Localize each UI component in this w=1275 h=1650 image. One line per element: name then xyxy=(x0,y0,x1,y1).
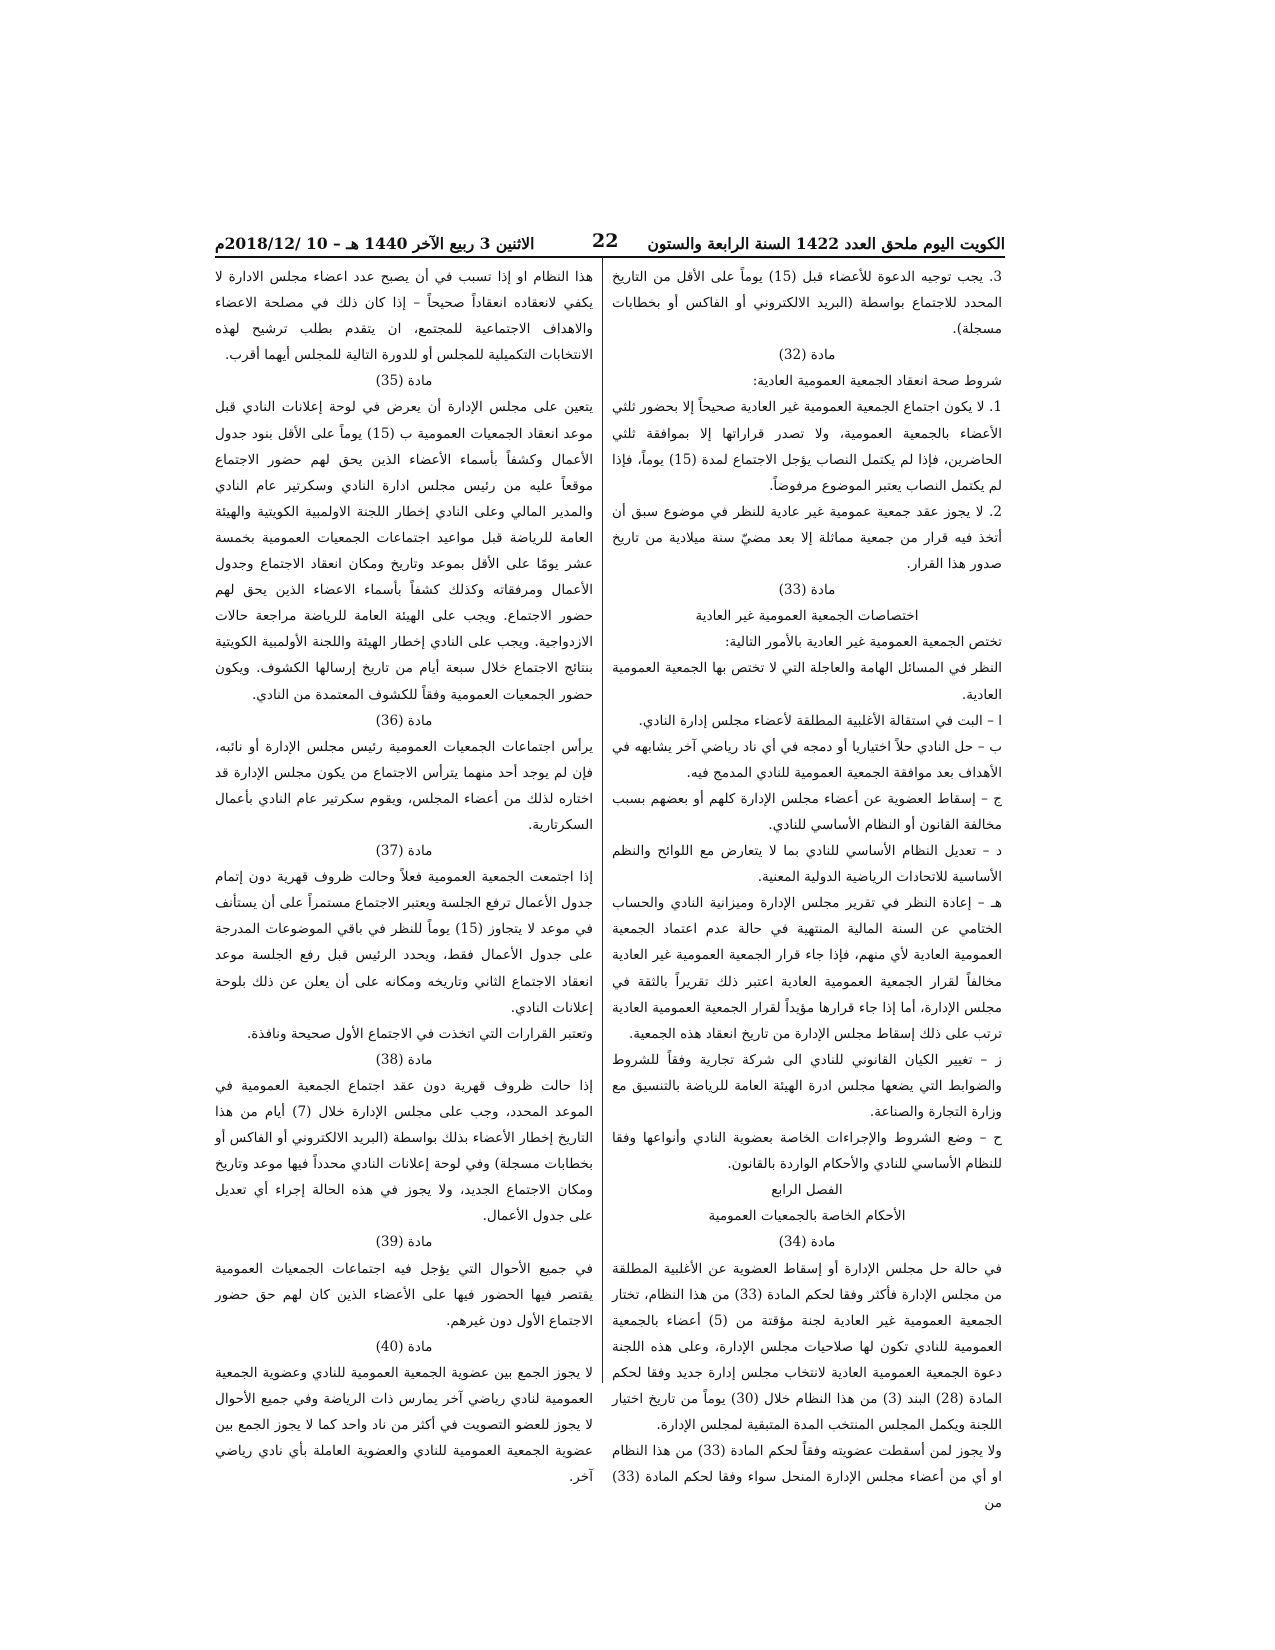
article-heading: مادة (40) xyxy=(375,1338,433,1355)
header-publication: الكويت اليوم ملحق العدد 1422 السنة الرابعة والستون xyxy=(647,234,1005,253)
article-heading: مادة (35) xyxy=(375,373,433,390)
paragraph: ا – البت في استقالة الأغلبية المطلقة لأعضاء مجلس إدارة النادي. xyxy=(638,712,1002,729)
article-heading: الأحكام الخاصة بالجمعيات العمومية xyxy=(708,1208,906,1225)
paragraph: ح – وضع الشروط والإجراءات الخاصة بعضوية النادي وأنواعها وفقا للنظام الأساسي للنادي والأحكام الواردة بالقانون. xyxy=(612,1130,1002,1173)
header-date: الاثنين 3 ربيع الآخر 1440 هـ – 10 /2018/12م xyxy=(215,234,535,253)
paragraph: إذا حالت ظروف قهرية دون عقد اجتماع الجمعية العمومية في الموعد المحدد، وجب على مجلس الإدارة خلال (7) أيام من هذا التاريخ إخطار الأعضاء بذلك بواسطة (البريد الالكتروني أو الفاكس أو بخطابات مسجلة) وفي لوحة إعلانات النادي محدداً فيها موعد وتاريخ ومكان الاجتماع الجديد، ولا يجوز في هذه الحالة إجراء أي تعديل على جدول الأعمال. xyxy=(215,1077,593,1225)
article-heading: مادة (38) xyxy=(375,1051,433,1068)
paragraph: شروط صحة انعقاد الجمعية العمومية العادية: xyxy=(752,373,1002,390)
paragraph: د – تعديل النظام الأساسي للنادي بما لا يتعارض مع اللوائح والنظم الأساسية للاتحادات الرياضية الدولية المعنية. xyxy=(612,843,1002,886)
left-column xyxy=(215,264,593,1490)
paragraph: لا يجوز الجمع بين عضوية الجمعية العمومية للنادي وعضوية الجمعية العمومية لنادي رياضي آخر يمارس ذات الرياضة وفي جميع الأحوال لا يجوز للعضو التصويت في أكثر من ناد واحد كما لا يجوز الجمع بين عضوية الجمعية العمومية للنادي والعضوية العاملة بأي نادي رياضي آخر. xyxy=(215,1364,593,1486)
header-rule xyxy=(215,256,1005,258)
paragraph: في حالة حل مجلس الإدارة أو إسقاط العضوية عن الأغلبية المطلقة من مجلس الإدارة فأكثر وفقا لحكم المادة (33) من هذا النظام، تختار الجمعية العمومية غير العادية لجنة مؤقتة من (5) أعضاء بالجمعية العمومية للنادي تكون لها صلاحيات مجلس الإدارة، وعلى هذه اللجنة دعوة الجمعية العمومية العادية لانتخاب مجلس إدارة جديد وفقا لحكم المادة (28) البند (3) من هذا النظام خلال (30) يوماً من تاريخ اختيار اللجنة ويكمل المجلس المنتخب المدة المتبقية لمجلس الإدارة. xyxy=(612,1260,1002,1434)
article-heading: مادة (39) xyxy=(375,1234,433,1251)
paragraph: في جميع الأحوال التي يؤجل فيه اجتماعات الجمعيات العمومية يقتصر فيها الحضور فيها على الأعضاء الذين كان لهم حق حضور الاجتماع الأول دون غيرهم. xyxy=(215,1260,593,1329)
paragraph: إذا اجتمعت الجمعية العمومية فعلاً وحالت ظروف قهرية دون إتمام جدول الأعمال ترفع الجلسة ويعتبر الاجتماع مستمراً على أن يستأنف في موعد لا يتجاوز (15) يوماً للنظر في باقي الموضوعات المدرجة على جدول الأعمال فقط، ويحدد الرئيس قبل رفع الجلسة موعد انعقاد الاجتماع الثاني وتاريخه ومكانه على أن يعلن عن ذلك بلوحة إعلانات النادي. xyxy=(215,869,593,1016)
page-number: 22 xyxy=(592,230,619,252)
paragraph: هذا النظام او إذا تسبب في أن يصبح عدد اعضاء مجلس الادارة لا يكفي لانعقاده انعقاداً صحيحاً – إذا كان ذلك في مصلحة الاعضاء والاهداف الاجتماعية للمجتمع، ان يتقدم بطلب ترشيح لهذه الانتخابات التكميلية للمجلس أو للدورة التالية للمجلس أيهما أقرب. xyxy=(215,269,593,364)
paragraph: يتعين على مجلس الإدارة أن يعرض في لوحة إعلانات النادي قبل موعد انعقاد الجمعيات العمومية ب (15) يوماً على الأقل بنود جدول الأعمال وكشفاً بأسماء الأعضاء الذين يحق لهم حضور الاجتماع موقعاً عليه من رئيس مجلس ادارة النادي وسكرتير عام النادي والمدير المالي وعلى النادي إخطار اللجنة الاولمبية الكويتية والهيئة العامة للرياضة قبل مواعيد اجتماعات الجمعيات العمومية بخمسة عشر يومًا على الأقل بموعد وتاريخ ومكان انعقاد الاجتماع وجدول الأعمال ومرفقاته وكذلك كشفاً بأسماء الاعضاء الذين يحق لهم حضور الاجتماع. ويجب على الهيئة العامة للرياضة مراجعة حالات الازدواجية. ويجب على النادي إخطار الهيئة واللجنة الأولمبية الكويتية بنتائج الاجتماع خلال سبعة أيام من تاريخ إرسالها الكشوف. ويكون حضور الجمعيات العمومية وفقاً للكشوف المعتمدة من النادي. xyxy=(215,399,593,703)
article-heading: مادة (37) xyxy=(375,843,433,860)
right-column xyxy=(612,264,1002,1517)
paragraph: يرأس اجتماعات الجمعيات العمومية رئيس مجلس الإدارة أو نائبه، فإن لم يوجد أحد منهما يترأس الاجتماع من يكون مجلس الإدارة قد اختاره لذلك من أعضاء المجلس، ويقوم سكرتير عام النادي بأعمال السكرتارية. xyxy=(215,738,593,833)
paragraph: 1. لا يكون اجتماع الجمعية العمومية غير العادية صحيحاً إلا بحضور ثلثي الأعضاء بالجمعية العمومية، ولا تصدر قراراتها إلا بموافقة ثلثي الحاضرين، فإذا لم يكتمل النصاب يؤجل الاجتماع لمدة (15) يوماً، فإذا لم يكتمل النصاب يعتبر الموضوع مرفوضاً. xyxy=(612,399,1002,494)
paragraph: ولا يجوز لمن أسقطت عضويته وفقاً لحكم المادة (33) من هذا النظام او أي من أعضاء مجلس الإدارة المنحل سواء وفقا لحكم المادة (33) من xyxy=(612,1443,1002,1512)
paragraph: وتعتبر القرارات التي اتخذت في الاجتماع الأول صحيحة ونافذة. xyxy=(246,1025,593,1042)
column-divider xyxy=(602,258,603,1383)
paragraph: 2. لا يجوز عقد جمعية عمومية غير عادية للنظر في موضوع سبق أن أتخذ فيه قرار من جمعية مماثلة إلا بعد مضيّ سنة ميلادية من تاريخ صدور هذا القرار. xyxy=(612,503,1002,573)
page-header xyxy=(215,230,1005,258)
article-heading: مادة (32) xyxy=(778,347,836,364)
paragraph: هـ – إعادة النظر في تقرير مجلس الإدارة وميزانية النادي والحساب الختامي عن السنة المالية المنتهية في حالة عدم اعتماد الجمعية العمومية العادية لأي منهم، فإذا جاء قرار الجمعية العمومية غير العادية مخالفاً لقرار الجمعية العمومية العادية اعتبر ذلك تقريراً بالثقة في مجلس الإدارة، أما إذا جاء قرارها مؤيداً لقرار الجمعية العمومية العادية ترتب على ذلك إسقاط مجلس الإدارة من تاريخ انعقاد هذه الجمعية. xyxy=(612,895,1002,1042)
article-heading: الفصل الرابع xyxy=(771,1182,843,1199)
paragraph: ب – حل النادي حلاً اختياريا أو دمجه في أي ناد رياضي آخر يشابهه في الأهداف بعد موافقة الجمعية العمومية للنادي المدمج فيه. xyxy=(612,738,1002,781)
paragraph: تختص الجمعية العمومية غير العادية بالأمور التالية: xyxy=(724,634,1002,651)
article-heading: مادة (36) xyxy=(375,712,433,729)
paragraph: ز – تغيير الكيان القانوني للنادي الى شركة تجارية وفقاً للشروط والضوابط التي يضعها مجلس ادرة الهيئة العامة للرياضة بالتنسيق مع وزارة التجارة والصناعة. xyxy=(612,1051,1002,1120)
article-heading: مادة (33) xyxy=(778,582,836,599)
paragraph: ج – إسقاط العضوية عن أعضاء مجلس الإدارة كلهم أو بعضهم بسبب مخالفة القانون أو النظام الأساسي للنادي. xyxy=(612,790,1002,833)
article-heading: مادة (34) xyxy=(778,1234,836,1251)
article-heading: اختصاصات الجمعية العمومية غير العادية xyxy=(695,608,919,625)
paragraph: النظر في المسائل الهامة والعاجلة التي لا تختص بها الجمعية العمومية العادية. xyxy=(612,660,1002,703)
paragraph: 3. يجب توجيه الدعوة للأعضاء قبل (15) يوماً على الأقل من التاريخ المحدد للاجتماع بواسطة (البريد الالكتروني أو الفاكس أو بخطابات مسجلة). xyxy=(612,269,1002,338)
